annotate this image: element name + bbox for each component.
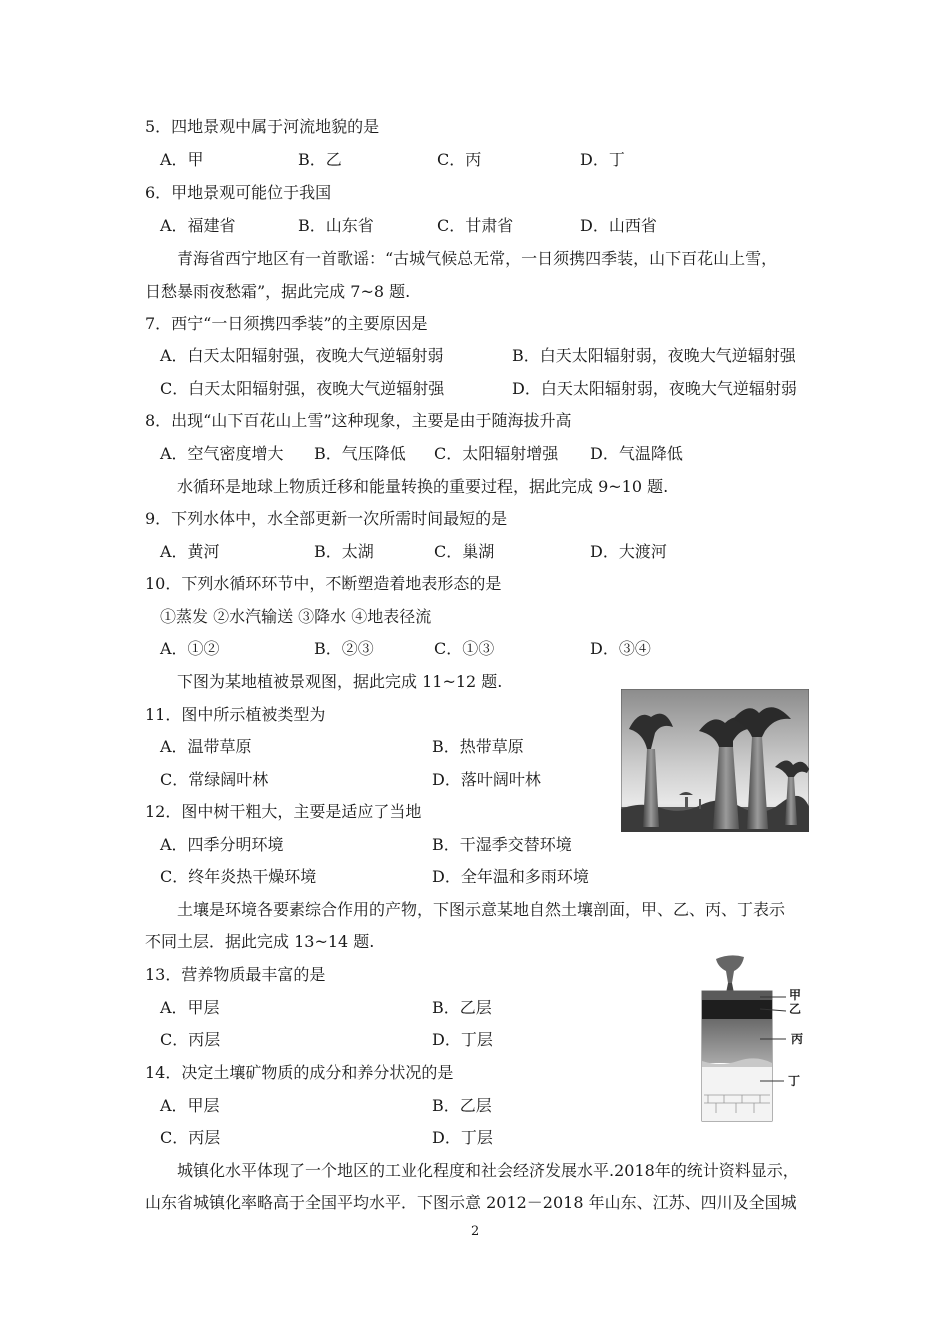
q5-option-a: A．甲: [160, 150, 204, 169]
q6-option-b: B．山东省: [298, 216, 374, 235]
soil-label-bing: 丙: [791, 1032, 804, 1046]
q10-option-d: D．③④: [590, 639, 651, 658]
q7-option-b: B．白天太阳辐射弱，夜晚大气逆辐射强: [512, 346, 796, 365]
q8-option-d: D．气温降低: [590, 444, 683, 463]
q9-option-b: B．太湖: [314, 542, 374, 561]
soil-label-ding: 丁: [788, 1074, 801, 1088]
q10-items: ①蒸发 ②水汽输送 ③降水 ④地表径流: [160, 607, 432, 626]
q5-option-b: B．乙: [298, 150, 342, 169]
soil-label-jia: 甲: [789, 988, 802, 1002]
q12-stem: 12．图中树干粗大，主要是适应了当地: [145, 802, 422, 821]
intro-13-14-line2: 不同土层．据此完成 13~14 题.: [145, 932, 375, 951]
intro-7-8-line1: 青海省西宁地区有一首歌谣：“古城气候总无常，一日须携四季装，山下百花山上雪，: [177, 249, 778, 268]
q13-option-b: B．乙层: [432, 998, 492, 1017]
q12-option-d: D．全年温和多雨环境: [432, 867, 589, 886]
intro-13-14-line1: 土壤是环境各要素综合作用的产物，下图示意某地自然土壤剖面，甲、乙、丙、丁表示: [177, 900, 786, 919]
q12-option-a: A．四季分明环境: [160, 835, 284, 854]
q7-option-c: C．白天太阳辐射强，夜晚大气逆辐射强: [160, 379, 445, 398]
q5-stem: 5．四地景观中属于河流地貌的是: [145, 117, 380, 136]
page-number: 2: [471, 1224, 480, 1239]
intro-urban-line2: 山东省城镇化率略高于全国平均水平．下图示意 2012－2018 年山东、江苏、四川及全国城: [145, 1193, 797, 1212]
q8-option-b: B．气压降低: [314, 444, 406, 463]
q10-option-c: C．①③: [434, 639, 495, 658]
intro-11-12: 下图为某地植被景观图，据此完成 11~12 题.: [177, 672, 503, 691]
q10-option-b: B．②③: [314, 639, 374, 658]
q11-option-a: A．温带草原: [160, 737, 252, 756]
q9-option-c: C．巢湖: [434, 542, 495, 561]
q7-option-a: A．白天太阳辐射强，夜晚大气逆辐射弱: [160, 346, 444, 365]
q6-stem: 6．甲地景观可能位于我国: [145, 183, 332, 202]
q9-option-d: D．大渡河: [590, 542, 667, 561]
q13-option-a: A．甲层: [160, 998, 220, 1017]
q6-option-a: A．福建省: [160, 216, 236, 235]
q10-option-a: A．①②: [160, 639, 220, 658]
intro-7-8-line2: 日愁暴雨夜愁霜”，据此完成 7~8 题.: [145, 282, 411, 301]
q7-option-d: D．白天太阳辐射弱，夜晚大气逆辐射弱: [512, 379, 797, 398]
q11-option-d: D．落叶阔叶林: [432, 770, 541, 789]
q12-option-c: C．终年炎热干燥环境: [160, 867, 317, 886]
q7-stem: 7．西宁“一日须携四季装”的主要原因是: [145, 314, 428, 333]
intro-9-10: 水循环是地球上物质迁移和能量转换的重要过程，据此完成 9~10 题.: [177, 477, 669, 496]
q14-option-a: A．甲层: [160, 1096, 220, 1115]
q8-stem: 8．出现“山下百花山上雪”这种现象，主要是由于随海拔升高: [145, 411, 572, 430]
q6-option-c: C．甘肃省: [437, 216, 514, 235]
q14-option-c: C．丙层: [160, 1128, 221, 1147]
q9-stem: 9．下列水体中，水全部更新一次所需时间最短的是: [145, 509, 508, 528]
q11-option-c: C．常绿阔叶林: [160, 770, 269, 789]
q13-option-c: C．丙层: [160, 1030, 221, 1049]
baobab-landscape-photo: [621, 689, 809, 832]
q9-option-a: A．黄河: [160, 542, 220, 561]
q14-option-d: D．丁层: [432, 1128, 493, 1147]
q14-option-b: B．乙层: [432, 1096, 492, 1115]
q10-stem: 10．下列水循环环节中，不断塑造着地表形态的是: [145, 574, 502, 593]
q14-stem: 14．决定土壤矿物质的成分和养分状况的是: [145, 1063, 454, 1082]
soil-label-yi: 乙: [789, 1002, 802, 1016]
q12-option-b: B．干湿季交替环境: [432, 835, 572, 854]
q5-option-d: D．丁: [580, 150, 625, 169]
q11-option-b: B．热带草原: [432, 737, 524, 756]
q6-option-d: D．山西省: [580, 216, 657, 235]
q8-option-c: C．太阳辐射增强: [434, 444, 559, 463]
intro-urban-line1: 城镇化水平体现了一个地区的工业化程度和社会经济发展水平.2018年的统计资料显示，: [177, 1161, 799, 1180]
q11-stem: 11．图中所示植被类型为: [145, 705, 326, 724]
q13-stem: 13．营养物质最丰富的是: [145, 965, 326, 984]
q5-option-c: C．丙: [437, 150, 482, 169]
q13-option-d: D．丁层: [432, 1030, 493, 1049]
q8-option-a: A．空气密度增大: [160, 444, 284, 463]
